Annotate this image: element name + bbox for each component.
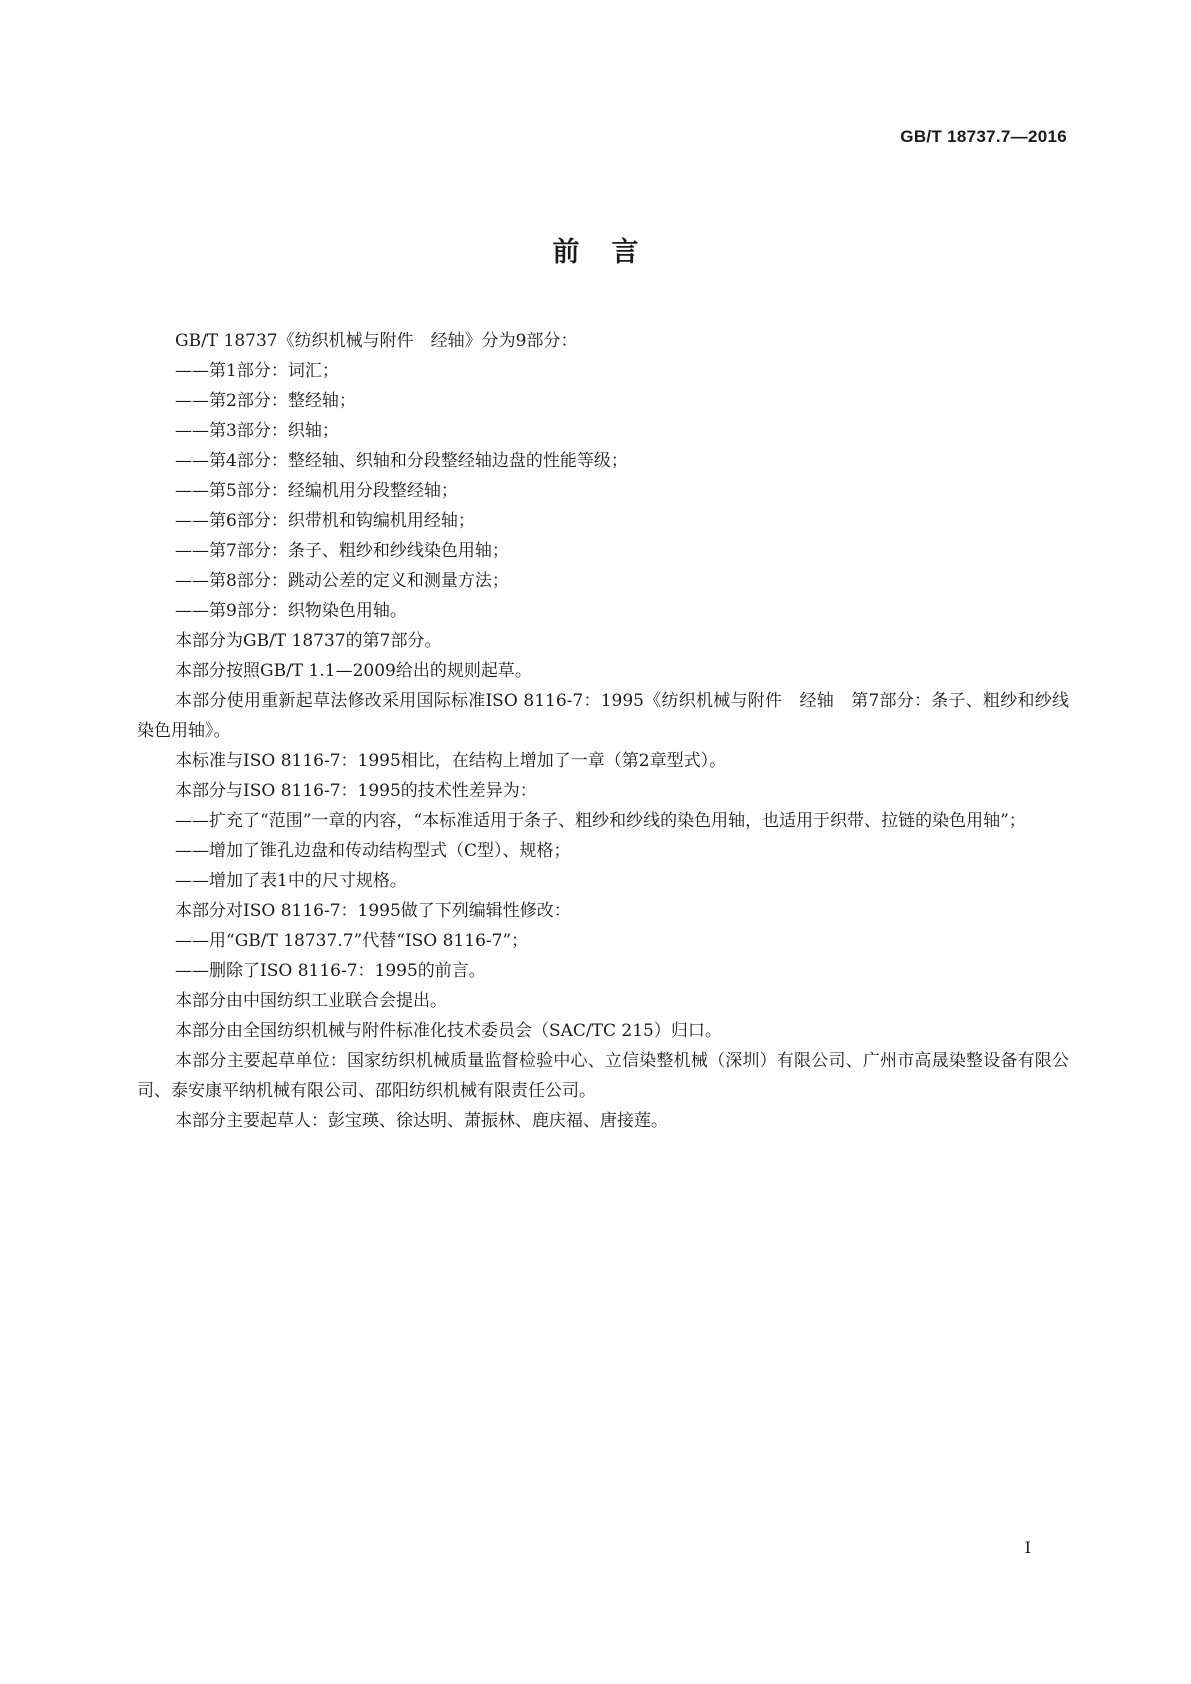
list-item: ——用“GB/T 18737.7”代替“ISO 8116-7”； [175,931,529,951]
paragraph: 本部分由全国纺织机械与附件标准化技术委员会（SAC/TC 215）归口。 [175,1021,722,1041]
list-item: ——第1部分：词汇； [175,361,339,381]
paragraph: 本部分按照GB/T 1.1—2009给出的规则起草。 [175,661,532,681]
paragraph: 本部分对ISO 8116-7：1995做了下列编辑性修改： [175,901,571,921]
list-item: ——扩充了“范围”一章的内容，“本标准适用于条子、粗纱和纱线的染色用轴，也适用于织带、拉链的染色用轴”； [175,811,1026,831]
standard-code: GB/T 18737.7—2016 [900,127,1067,146]
paragraph: 本部分主要起草人：彭宝瑛、徐达明、萧振林、鹿庆福、唐接莲。 [175,1111,668,1131]
list-item: ——第4部分：整经轴、织轴和分段整经轴边盘的性能等级； [175,451,628,471]
paragraph: GB/T 18737《纺织机械与附件 经轴》分为9部分： [175,331,578,351]
list-item: ——第6部分：织带机和钩编机用经轴； [175,511,475,531]
page-number: I [1024,1538,1031,1557]
paragraph: 本部分由中国纺织工业联合会提出。 [175,991,447,1011]
list-item: ——第8部分：跳动公差的定义和测量方法； [175,571,509,591]
paragraph: 本部分为GB/T 18737的第7部分。 [175,631,442,651]
list-item: ——第9部分：织物染色用轴。 [175,601,407,621]
list-item: ——删除了ISO 8116-7：1995的前言。 [175,961,486,981]
page-title: 前言 [552,237,671,268]
foreword-body [137,326,1069,1136]
paragraph: 本部分使用重新起草法修改采用国际标准ISO 8116-7：1995《纺织机械与附件 经轴 第7部分：条子、粗纱和纱线染色用轴》。 [137,691,1069,741]
list-item: ——第3部分：织轴； [175,421,339,441]
list-item: ——增加了锥孔边盘和传动结构型式（C型）、规格； [175,841,571,861]
paragraph: 本部分主要起草单位：国家纺织机械质量监督检验中心、立信染整机械（深圳）有限公司、广州市高晟染整设备有限公司、泰安康平纳机械有限公司、邵阳纺织机械有限责任公司。 [137,1051,1069,1101]
list-item: ——增加了表1中的尺寸规格。 [175,871,407,891]
list-item: ——第7部分：条子、粗纱和纱线染色用轴； [175,541,509,561]
list-item: ——第5部分：经编机用分段整经轴； [175,481,458,501]
paragraph: 本标准与ISO 8116-7：1995相比，在结构上增加了一章（第2章型式）。 [175,751,727,771]
list-item: ——第2部分：整经轴； [175,391,356,411]
paragraph: 本部分与ISO 8116-7：1995的技术性差异为： [175,781,537,801]
